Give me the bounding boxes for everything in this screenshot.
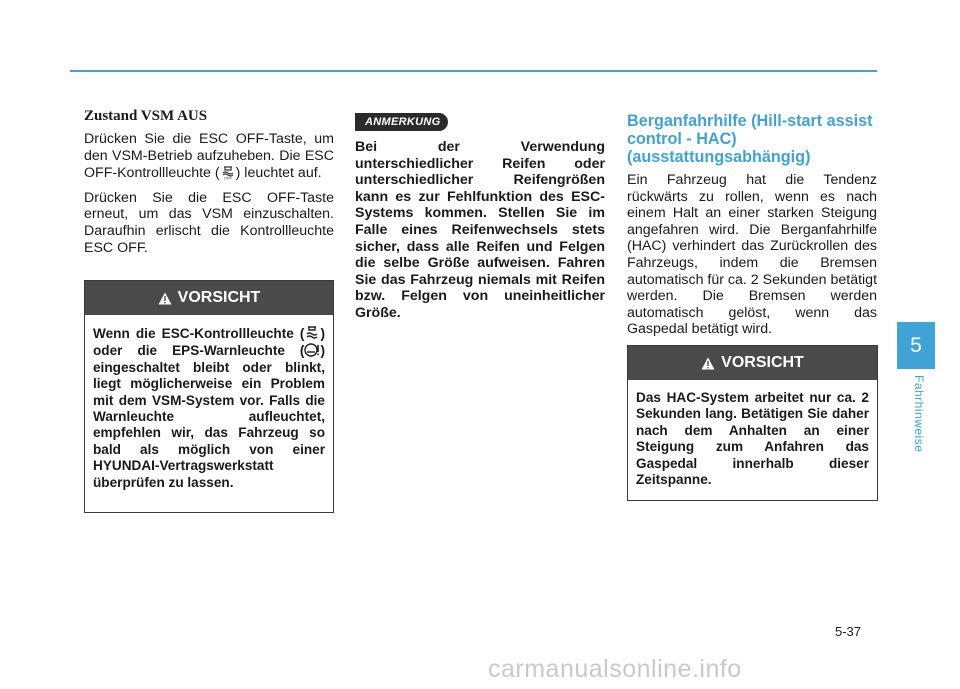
section-title-hac: Berganfahrhilfe (Hill-start assist control - HAC) (ausstattungsabhängig) bbox=[627, 112, 873, 166]
caution-text-b: ) oder die EPS-Warnleuchte ( bbox=[93, 326, 325, 359]
note-badge: ANMERKUNG bbox=[355, 113, 448, 131]
paragraph-esc-off bbox=[84, 131, 334, 182]
left-column bbox=[84, 104, 334, 264]
warning-triangle-icon bbox=[701, 357, 715, 370]
paragraph-esc-on: Drücken Sie die ESC OFF-Taste erneut, um das VSM einzuschalten. Daraufhin erlischt die Kontrollleuchte ESC OFF. bbox=[84, 189, 334, 256]
caution-heading-left: VORSICHT bbox=[177, 289, 261, 306]
caution-heading-right: VORSICHT bbox=[721, 354, 804, 371]
chapter-label: Fahrhinweise bbox=[912, 375, 926, 453]
caution-text-a: Wenn die ESC-Kontrollleuchte ( bbox=[93, 326, 305, 341]
top-divider bbox=[70, 70, 877, 72]
caution-header-left bbox=[85, 281, 333, 315]
caution-box-left bbox=[84, 280, 334, 513]
section-title-vsm-off: Zustand VSM AUS bbox=[84, 108, 208, 124]
caution-text-right: Das HAC-System arbeitet nur ca. 2 Sekunden lang. Betätigen Sie daher nach dem Anhalten an einer Steigung zum Anfahren das Gaspedal innerhalb dieser Zeitspanne. bbox=[636, 390, 869, 488]
paragraph-hac: Ein Fahrzeug hat die Tendenz rückwärts zu rollen, wenn es nach einem Halt an einer starken Steigung angefahren wird. Die Berganfahrhilfe (HAC) verhindert das Zurückrollen des Fahrzeugs, indem die Bremsen automatisch für ca. 2 Sekunden betätigt werden. Die Bremsen werden automatisch gelöst, wenn das Gaspedal betätigt wird. bbox=[627, 172, 878, 338]
esc-icon bbox=[304, 325, 320, 341]
warning-triangle-icon bbox=[158, 292, 172, 305]
watermark: carmanualsonline.info bbox=[488, 655, 742, 683]
paragraph-text-a: Drücken Sie die ESC OFF-Taste, um den VSM-Betrieb aufzuheben. Die ESC OFF-Kontrollleuchte ( bbox=[84, 131, 334, 182]
esc-off-icon bbox=[220, 164, 236, 180]
caution-header-right bbox=[628, 346, 877, 380]
esc-off-icon-text: OFF bbox=[223, 175, 232, 181]
note-text: Bei der Verwendung unterschiedlicher Reifen oder unterschiedlicher Reifengrößen kann es zur Fehlfunktion des ESC-Systems kommen. Stellen Sie im Falle eines Reifenwechsels stets sicher, dass alle Reifen und Felgen die selbe Größe aufweisen. Fahren Sie das Fahrzeug niemals mit Reifen bzw. Felgen von uneinheitlicher Größe. bbox=[355, 139, 605, 321]
middle-column bbox=[355, 112, 605, 322]
chapter-tab: 5 bbox=[897, 322, 935, 369]
eps-warning-icon bbox=[304, 342, 320, 358]
right-column bbox=[627, 106, 877, 346]
caution-text-c: ) eingeschaltet bleibt oder blinkt, liegt möglicherweise ein Problem mit dem VSM-System vor. Falls die Warnleuchte aufleuchtet, empfehlen wir, das Fahrzeug so bald als möglich von einer HYUNDAI-Vertragswerkstatt überprüfen zu lassen. bbox=[93, 343, 325, 490]
page-number: 5-37 bbox=[835, 624, 862, 639]
paragraph-text-b: ) leuchtet auf. bbox=[235, 165, 322, 182]
caution-text-left bbox=[85, 315, 333, 503]
caution-box-right bbox=[627, 345, 878, 501]
